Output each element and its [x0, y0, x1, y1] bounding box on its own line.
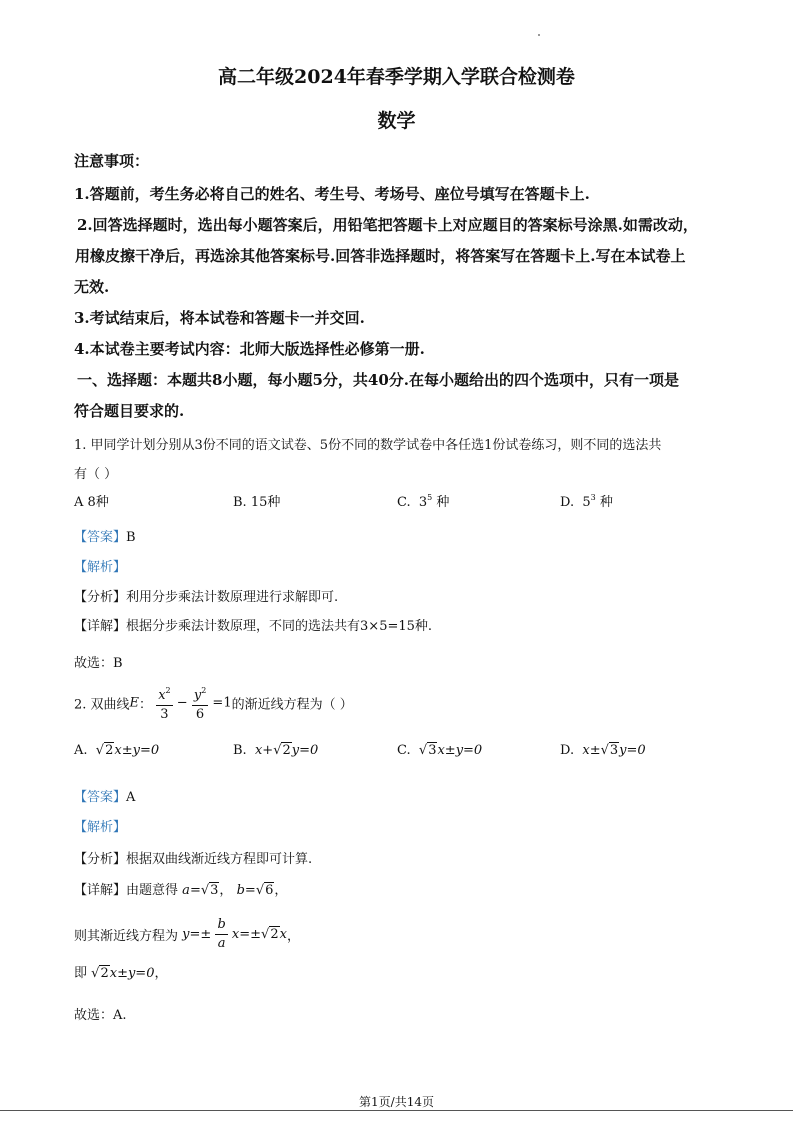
- q2-detail: 【详解】由题意得 a=√3， b=√6，: [74, 883, 288, 898]
- q2-asymptote: 则其渐近线方程为 y=± $\frac{b}{a}$ x=±√2x，: [74, 917, 300, 951]
- q2-option-d: D. x±√3y=0: [560, 743, 646, 758]
- q2-option-c: C. √3x±y=0: [397, 743, 483, 758]
- section-heading: 一、选择题：本题共8小题，每小题5分，共40分.在每小题给出的四个选项中，只有一项是: [77, 371, 679, 389]
- fraction-y2-6: $\frac{y^2}{6}$: [193, 686, 207, 722]
- q2-fenxi: 【分析】根据双曲线渐近线方程即可计算.: [74, 852, 313, 867]
- fraction-x2-3: $\frac{x^2}{3}$: [158, 686, 171, 722]
- stray-dot: [538, 34, 540, 36]
- notice-3: 3.考试结束后，将本试卷和答题卡一并交回.: [74, 309, 365, 327]
- answer-tag: 【答案】: [74, 530, 127, 545]
- page-title: 高二年级2024年春季学期入学联合检测卷: [218, 66, 575, 88]
- q2-option-b: B. x+√2y=0: [233, 743, 319, 758]
- q2-answer: 【答案】A: [74, 790, 136, 805]
- q1-analysis: [74, 556, 126, 575]
- q1-option-a: A 8种: [74, 495, 109, 510]
- q2-conclusion: 故选：A.: [74, 1008, 127, 1023]
- q2-option-a: A. √2x±y=0: [74, 743, 160, 758]
- subject-title: 数学: [377, 110, 416, 132]
- answer-tag: 【答案】: [74, 790, 127, 805]
- notice-2-end: 无效.: [74, 278, 110, 296]
- q2-ji: 即 √2x±y=0，: [74, 966, 168, 981]
- q1-conclusion: 故选：B: [74, 656, 123, 671]
- fraction-b-a: $\frac{b}{a}$: [217, 917, 226, 951]
- q1-stem: 1. 甲同学计划分别从3份不同的语文试卷、5份不同的数学试卷中各任选1份试卷练习，则不同的选法共: [74, 438, 662, 453]
- q1-option-b: B. 15种: [233, 495, 281, 510]
- q2-stem: 2. 双曲线E： $\frac{x^2}{3}$ − $\frac{y^2}{6}$ =1的渐近线方程为（ ）: [74, 682, 353, 724]
- q1-fenxi: 【分析】利用分步乘法计数原理进行求解即可.: [74, 590, 339, 605]
- section-heading-cont: 符合题目要求的.: [74, 402, 185, 420]
- notice-2-cont: 用橡皮擦干净后，再选涂其他答案标号.回答非选择题时，将答案写在答题卡上.写在本试卷上: [75, 247, 686, 265]
- notice-heading: 注意事项：: [74, 152, 150, 170]
- notice-1: 1.答题前，考生务必将自己的姓名、考生号、考场号、座位号填写在答题卡上.: [74, 185, 590, 203]
- notice-4: 4.本试卷主要考试内容：北师大版选择性必修第一册.: [74, 340, 425, 358]
- q1-answer: 【答案】B: [74, 530, 136, 545]
- q1-option-c: C. $3^5$ 种: [397, 493, 450, 510]
- q2-analysis: [74, 816, 126, 835]
- q1-detail: 【详解】根据分步乘法计数原理，不同的选法共有3×5=15种.: [74, 619, 433, 634]
- page-footer: 第1页/共14页: [359, 1095, 434, 1109]
- notice-2: 2.回答选择题时，选出每小题答案后，用铅笔把答题卡上对应题目的答案标号涂黑.如需改动，: [77, 216, 698, 234]
- analysis-tag: 【解析】: [74, 820, 127, 835]
- q1-stem-cont: 有（ ）: [74, 467, 118, 482]
- analysis-tag: 【解析】: [74, 560, 127, 575]
- footer-rule: [0, 1110, 793, 1111]
- q1-option-d: D. $5^3$ 种: [560, 493, 613, 510]
